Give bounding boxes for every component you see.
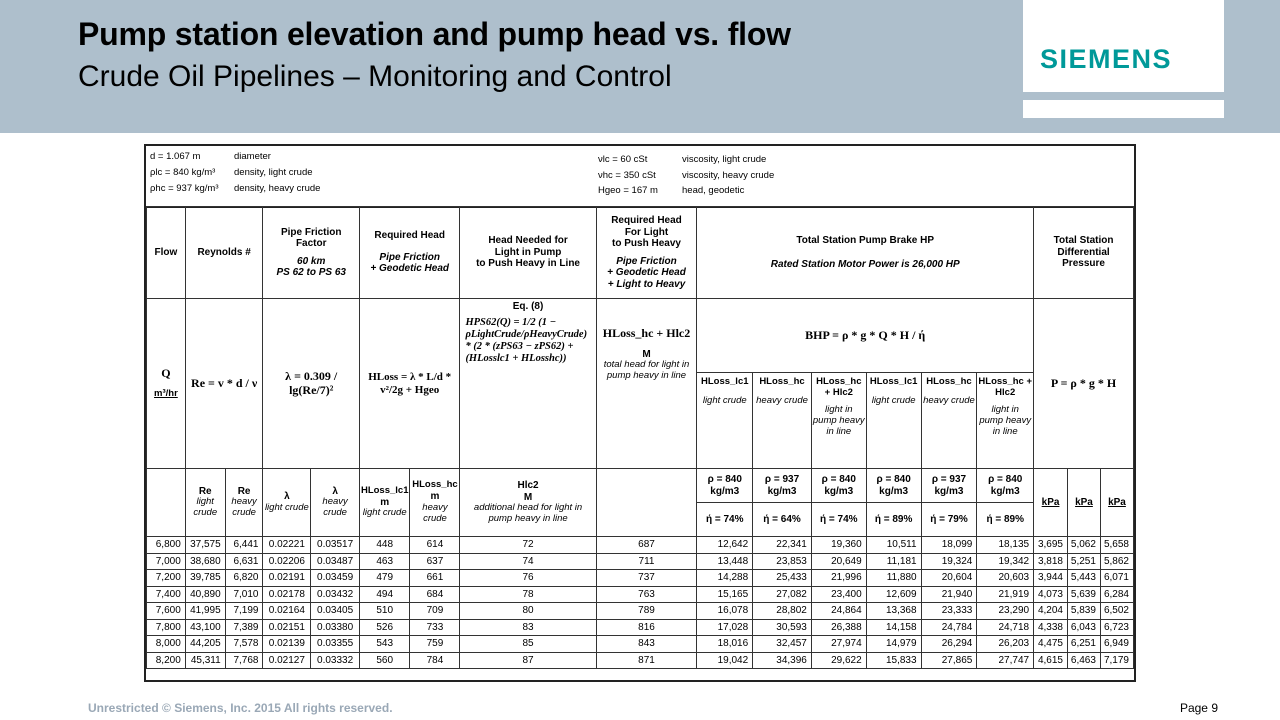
- subhead-lam-heavy-a: λ: [332, 485, 338, 497]
- subhead-lam-light: [263, 469, 311, 537]
- subhead-lam-heavy: [311, 469, 360, 537]
- table-cell: 6,820: [225, 570, 263, 587]
- table-cell: 30,593: [753, 619, 812, 636]
- table-cell: 12,609: [866, 586, 921, 603]
- siemens-logo: SIEMENS: [1040, 44, 1173, 74]
- subhead-hloss-lc1-a: HLoss_lc1: [360, 484, 409, 496]
- table-cell: 0.02221: [263, 537, 311, 554]
- table-cell: 15,165: [697, 586, 753, 603]
- table-cell: 27,974: [811, 636, 866, 653]
- subhead-lam-heavy-b: heavy crude: [322, 496, 348, 519]
- col-req-head-light-l5: + Geodetic Head: [607, 267, 686, 278]
- flow-unit: m³/hr: [154, 387, 178, 399]
- table-cell: 5,862: [1100, 553, 1133, 570]
- subhead-hlc2-m: M: [523, 491, 533, 503]
- table-cell: 45,311: [185, 652, 225, 669]
- table-cell: 32,457: [753, 636, 812, 653]
- table-cell: 24,864: [811, 603, 866, 620]
- bhp-subcol-head: HLoss_hc + Hlc2: [978, 376, 1033, 398]
- table-cell: 19,360: [811, 537, 866, 554]
- table-cell: 0.03405: [311, 603, 360, 620]
- kpa-label: kPa: [1075, 496, 1093, 508]
- table-cell: 463: [359, 553, 410, 570]
- param-desc: viscosity, heavy crude: [682, 170, 775, 181]
- bhp-subcol: [866, 373, 921, 469]
- table-cell: 661: [410, 570, 460, 587]
- density-cell: ρ = 840 kg/m3: [811, 469, 866, 503]
- density-cell: ρ = 840 kg/m3: [697, 469, 753, 503]
- param-value: νhc = 350 cSt: [598, 170, 656, 181]
- table-cell: 0.02191: [263, 570, 311, 587]
- table-cell: 19,324: [921, 553, 977, 570]
- table-cell: 737: [596, 570, 697, 587]
- density-cell: ρ = 937 kg/m3: [753, 469, 812, 503]
- req-head-light-formula: HLoss_hc + Hlc2: [602, 326, 691, 340]
- header-row-1: [147, 207, 1134, 299]
- table-cell: 6,284: [1100, 586, 1133, 603]
- efficiency-cell: ή = 79%: [921, 503, 977, 537]
- subhead-lam-light-a: λ: [284, 491, 290, 503]
- subhead-hlc2-a: Hlc2: [517, 480, 539, 492]
- table-cell: 13,448: [697, 553, 753, 570]
- table-cell: 0.03517: [311, 537, 360, 554]
- table-cell: 6,723: [1100, 619, 1133, 636]
- table-cell: 24,784: [921, 619, 977, 636]
- table-cell: 27,082: [753, 586, 812, 603]
- brake-hp-formula: BHP = ρ * g * Q * H / ή: [697, 299, 1034, 373]
- table-cell: 7,200: [147, 570, 186, 587]
- subhead-hloss-lc1: [359, 469, 410, 537]
- table-cell: 21,996: [811, 570, 866, 587]
- bhp-subcol-head: HLoss_hc: [759, 376, 805, 387]
- table-cell: 19,042: [697, 652, 753, 669]
- table-cell: 26,294: [921, 636, 977, 653]
- table-cell: 10,511: [866, 537, 921, 554]
- table-cell: 816: [596, 619, 697, 636]
- table-cell: 0.02151: [263, 619, 311, 636]
- kpa-cell: [1068, 469, 1101, 537]
- req-head-light-desc: total head for light in pump heavy in line: [603, 359, 690, 382]
- table-cell: 6,949: [1100, 636, 1133, 653]
- table-cell: 5,443: [1068, 570, 1101, 587]
- table-row: [147, 652, 1134, 669]
- subheader-row-1: [147, 469, 1134, 503]
- table-cell: 8,200: [147, 652, 186, 669]
- table-cell: 5,251: [1068, 553, 1101, 570]
- table-cell: 7,768: [225, 652, 263, 669]
- table-cell: 7,800: [147, 619, 186, 636]
- table-cell: 23,853: [753, 553, 812, 570]
- table-cell: 0.02139: [263, 636, 311, 653]
- col-req-head-light-l4: Pipe Friction: [616, 255, 677, 267]
- table-cell: 784: [410, 652, 460, 669]
- logo-underline: [1023, 100, 1224, 118]
- table-cell: 6,071: [1100, 570, 1133, 587]
- table-cell: 0.03487: [311, 553, 360, 570]
- table-cell: 87: [460, 652, 596, 669]
- table-cell: 20,604: [921, 570, 977, 587]
- table-cell: 7,179: [1100, 652, 1133, 669]
- table-cell: 38,680: [185, 553, 225, 570]
- table-cell: 687: [596, 537, 697, 554]
- col-diff-pressure: [1034, 207, 1134, 299]
- table-cell: 4,338: [1034, 619, 1068, 636]
- table-cell: 543: [359, 636, 410, 653]
- table-cell: 41,995: [185, 603, 225, 620]
- col-head-needed-l3: to Push Heavy in Line: [476, 258, 580, 270]
- param-value: νlc = 60 cSt: [598, 154, 648, 165]
- table-cell: 80: [460, 603, 596, 620]
- table-cell: 3,818: [1034, 553, 1068, 570]
- subhead-hloss-lc1-b: light crude: [362, 507, 407, 519]
- reynolds-formula: Re = v * d / ν: [185, 299, 263, 469]
- col-brake-hp-l2: Rated Station Motor Power is 26,000 HP: [770, 258, 960, 270]
- param-value: Hgeo = 167 m: [598, 185, 658, 196]
- table-cell: 6,251: [1068, 636, 1101, 653]
- subhead-lam-light-b: light crude: [264, 501, 309, 513]
- subhead-hlc2-b: additional head for light in pump heavy in line: [473, 502, 583, 524]
- bhp-subcol-head: HLoss_lc1: [700, 376, 749, 387]
- table-cell: 27,747: [977, 652, 1034, 669]
- kpa-label: kPa: [1108, 496, 1126, 508]
- subhead-re-heavy: [225, 469, 263, 537]
- subhead-re-heavy-a: Re: [237, 485, 251, 497]
- col-brake-hp: [697, 207, 1034, 299]
- table-cell: 6,441: [225, 537, 263, 554]
- col-flow: Flow: [147, 207, 186, 299]
- flow-unit-cell: [147, 299, 186, 469]
- table-cell: 18,135: [977, 537, 1034, 554]
- table-cell: 5,839: [1068, 603, 1101, 620]
- bhp-subcol-head: HLoss_hc + Hlc2: [816, 376, 862, 398]
- table-cell: 17,028: [697, 619, 753, 636]
- table-cell: 7,600: [147, 603, 186, 620]
- table-row: [147, 619, 1134, 636]
- table-cell: 479: [359, 570, 410, 587]
- table-cell: 83: [460, 619, 596, 636]
- table-cell: 11,181: [866, 553, 921, 570]
- table-cell: 85: [460, 636, 596, 653]
- col-required-head-l2: Pipe Friction: [379, 251, 440, 263]
- table-cell: 39,785: [185, 570, 225, 587]
- table-cell: 8,000: [147, 636, 186, 653]
- table-cell: 494: [359, 586, 410, 603]
- table-cell: 14,288: [697, 570, 753, 587]
- table-cell: 25,433: [753, 570, 812, 587]
- table-cell: 5,658: [1100, 537, 1133, 554]
- table-cell: 0.03355: [311, 636, 360, 653]
- table-cell: 0.02178: [263, 586, 311, 603]
- bhp-subcol-desc: heavy crude: [923, 394, 975, 406]
- table-cell: 26,388: [811, 619, 866, 636]
- table-cell: 4,204: [1034, 603, 1068, 620]
- table-cell: 20,603: [977, 570, 1034, 587]
- col-reynolds: Reynolds #: [185, 207, 263, 299]
- table-row: [147, 570, 1134, 587]
- efficiency-cell: ή = 89%: [866, 503, 921, 537]
- table-cell: 6,463: [1068, 652, 1101, 669]
- col-head-needed: [460, 207, 596, 299]
- page-title: Pump station elevation and pump head vs. flow: [78, 16, 791, 52]
- table-cell: 759: [410, 636, 460, 653]
- table-cell: 23,333: [921, 603, 977, 620]
- flow-symbol: Q: [161, 366, 171, 381]
- table-cell: 709: [410, 603, 460, 620]
- eq-label: Eq. (8): [512, 301, 544, 312]
- kpa-label: kPa: [1041, 496, 1060, 508]
- table-cell: 28,802: [753, 603, 812, 620]
- table-cell: 76: [460, 570, 596, 587]
- col-friction-l1: Pipe Friction: [280, 226, 342, 238]
- table-row: [147, 603, 1134, 620]
- page-number: Page 9: [1179, 701, 1218, 715]
- subhead-hloss-hc: [410, 469, 460, 537]
- friction-formula: λ = 0.309 / lg(Re/7)²: [263, 299, 359, 469]
- table-cell: 18,099: [921, 537, 977, 554]
- parameters-block: [146, 146, 1134, 208]
- subhead-hlc2: [460, 469, 596, 537]
- req-head-light-m: M: [642, 348, 651, 360]
- param-desc: diameter: [234, 151, 271, 162]
- table-cell: 871: [596, 652, 697, 669]
- bhp-subcol-desc: heavy crude: [756, 394, 808, 406]
- efficiency-cell: ή = 89%: [977, 503, 1034, 537]
- table-row: [147, 586, 1134, 603]
- table-cell: 16,078: [697, 603, 753, 620]
- bhp-subcol: [811, 373, 866, 469]
- table-cell: 5,062: [1068, 537, 1101, 554]
- table-cell: 7,389: [225, 619, 263, 636]
- param-value: d = 1.067 m: [150, 151, 201, 162]
- copyright-footer: Unrestricted © Siemens, Inc. 2015 All rights reserved.: [88, 701, 393, 715]
- subhead-hloss-hc-a: HLoss_hc: [412, 479, 458, 491]
- density-cell: ρ = 840 kg/m3: [977, 469, 1034, 503]
- table-cell: 72: [460, 537, 596, 554]
- bhp-subcol-desc: light crude: [702, 394, 747, 406]
- table-cell: 23,290: [977, 603, 1034, 620]
- req-head-light-formula-cell: [596, 299, 697, 469]
- bhp-subcol: [921, 373, 977, 469]
- efficiency-cell: ή = 74%: [811, 503, 866, 537]
- table-cell: 6,502: [1100, 603, 1133, 620]
- table-cell: 40,890: [185, 586, 225, 603]
- col-required-head-l3: + Geodetic Head: [370, 263, 450, 275]
- subhead-re-light-a: Re: [198, 485, 212, 497]
- diff-pressure-formula: P = ρ * g * H: [1034, 299, 1134, 469]
- table-cell: 27,865: [921, 652, 977, 669]
- table-cell: 34,396: [753, 652, 812, 669]
- col-req-head-light-l3: to Push Heavy: [612, 238, 681, 249]
- table-cell: 526: [359, 619, 410, 636]
- table-cell: 843: [596, 636, 697, 653]
- bhp-subcol: [753, 373, 812, 469]
- table-cell: 448: [359, 537, 410, 554]
- table-cell: 4,073: [1034, 586, 1068, 603]
- bhp-subcol-head: HLoss_hc: [926, 376, 972, 387]
- bhp-subcol: [697, 373, 753, 469]
- bhp-subcol-desc: light in pump heavy in line: [812, 403, 865, 437]
- table-cell: 0.02164: [263, 603, 311, 620]
- density-cell: ρ = 840 kg/m3: [866, 469, 921, 503]
- param-desc: density, heavy crude: [234, 183, 321, 194]
- table-cell: 6,800: [147, 537, 186, 554]
- col-required-head: [359, 207, 459, 299]
- subhead-re-heavy-b: heavy crude: [231, 496, 257, 519]
- table-cell: 614: [410, 537, 460, 554]
- table-cell: 43,100: [185, 619, 225, 636]
- table-cell: 37,575: [185, 537, 225, 554]
- table-cell: 6,631: [225, 553, 263, 570]
- table-cell: 44,205: [185, 636, 225, 653]
- col-req-head-light: [596, 207, 697, 299]
- table-cell: 711: [596, 553, 697, 570]
- table-row: [147, 537, 1134, 554]
- bhp-subcol: [977, 373, 1034, 469]
- table-cell: 0.02206: [263, 553, 311, 570]
- table-row: [147, 553, 1134, 570]
- table-cell: 637: [410, 553, 460, 570]
- subhead-re-light: [185, 469, 225, 537]
- table-cell: 7,400: [147, 586, 186, 603]
- kpa-cell: [1100, 469, 1133, 537]
- table-cell: 12,642: [697, 537, 753, 554]
- table-cell: 18,016: [697, 636, 753, 653]
- table-cell: 733: [410, 619, 460, 636]
- col-diff-pressure-l2: Differential: [1057, 246, 1110, 258]
- table-cell: 0.03380: [311, 619, 360, 636]
- table-cell: 0.02127: [263, 652, 311, 669]
- table-cell: 19,342: [977, 553, 1034, 570]
- head-needed-formula-cell: [460, 299, 596, 469]
- param-value: ρhc = 937 kg/m³: [150, 183, 219, 194]
- table-cell: 14,158: [866, 619, 921, 636]
- head-needed-formula: HPS62(Q) = 1/2 (1 − ρLightCrude/ρHeavyCrude) * (2 * (zPS63 − zPS62) + (HLosslc1 + HLosshc)): [465, 316, 588, 364]
- col-req-head-light-l2: For Light: [624, 226, 669, 238]
- table-cell: 0.03332: [311, 652, 360, 669]
- col-friction-l4: PS 62 to PS 63: [276, 267, 346, 278]
- col-friction-l3: 60 km: [297, 255, 326, 267]
- table-cell: 13,368: [866, 603, 921, 620]
- table-cell: 21,940: [921, 586, 977, 603]
- subhead-hloss-hc-m: m: [430, 491, 440, 503]
- table-cell: 7,578: [225, 636, 263, 653]
- table-cell: 14,979: [866, 636, 921, 653]
- page-subtitle: Crude Oil Pipelines – Monitoring and Control: [78, 60, 672, 93]
- table-cell: 26,203: [977, 636, 1034, 653]
- col-diff-pressure-l1: Total Station: [1053, 235, 1114, 247]
- table-cell: 7,000: [147, 553, 186, 570]
- bhp-subcol-head: HLoss_lc1: [869, 376, 918, 387]
- table-cell: 11,880: [866, 570, 921, 587]
- pump-table: [146, 206, 1134, 669]
- table-cell: 4,475: [1034, 636, 1068, 653]
- param-value: ρlc = 840 kg/m³: [150, 167, 216, 178]
- table-cell: 29,622: [811, 652, 866, 669]
- bhp-subcol-desc: light in pump heavy in line: [979, 403, 1032, 437]
- flow-subhead-blank: [147, 469, 186, 537]
- table-cell: 22,341: [753, 537, 812, 554]
- table-cell: 7,010: [225, 586, 263, 603]
- efficiency-cell: ή = 64%: [753, 503, 812, 537]
- col-req-head-light-l6: + Light to Heavy: [607, 278, 686, 290]
- table-cell: 6,043: [1068, 619, 1101, 636]
- subhead-blank: [596, 469, 697, 537]
- table-cell: 15,833: [866, 652, 921, 669]
- kpa-cell: [1034, 469, 1068, 537]
- param-desc: density, light crude: [234, 167, 313, 178]
- table-cell: 510: [359, 603, 410, 620]
- table-cell: 74: [460, 553, 596, 570]
- col-req-head-light-l1: Required Head: [611, 215, 682, 226]
- subhead-hloss-lc1-m: m: [380, 496, 390, 508]
- table-cell: 78: [460, 586, 596, 603]
- col-head-needed-l2: Light in Pump: [494, 246, 562, 258]
- table-cell: 24,718: [977, 619, 1034, 636]
- col-friction: [263, 207, 359, 299]
- subhead-hloss-hc-b: heavy crude: [422, 501, 448, 524]
- table-cell: 4,615: [1034, 652, 1068, 669]
- table-cell: 3,944: [1034, 570, 1068, 587]
- param-desc: head, geodetic: [682, 185, 745, 196]
- bhp-subcol-desc: light crude: [871, 394, 916, 406]
- table-cell: 560: [359, 652, 410, 669]
- table-cell: 21,919: [977, 586, 1034, 603]
- efficiency-cell: ή = 74%: [697, 503, 753, 537]
- table-cell: 3,695: [1034, 537, 1068, 554]
- table-cell: 789: [596, 603, 697, 620]
- table-row: [147, 636, 1134, 653]
- col-brake-hp-l1: Total Station Pump Brake HP: [796, 235, 935, 246]
- table-cell: 5,639: [1068, 586, 1101, 603]
- col-friction-l2: Factor: [295, 238, 327, 249]
- subhead-re-light-b: light crude: [193, 496, 218, 519]
- table-cell: 0.03432: [311, 586, 360, 603]
- table-cell: 684: [410, 586, 460, 603]
- col-required-head-l1: Required Head: [374, 230, 445, 242]
- col-head-needed-l1: Head Needed for: [488, 235, 568, 247]
- table-cell: 763: [596, 586, 697, 603]
- calculation-sheet: [144, 144, 1136, 682]
- formula-row-top: [147, 299, 1134, 373]
- col-diff-pressure-l3: Pressure: [1062, 258, 1105, 270]
- param-desc: viscosity, light crude: [682, 154, 767, 165]
- table-cell: 7,199: [225, 603, 263, 620]
- required-head-formula: HLoss = λ * L/d * v²/2g + Hgeo: [359, 299, 459, 469]
- table-cell: 0.03459: [311, 570, 360, 587]
- density-cell: ρ = 937 kg/m3: [921, 469, 977, 503]
- table-cell: 20,649: [811, 553, 866, 570]
- table-cell: 23,400: [811, 586, 866, 603]
